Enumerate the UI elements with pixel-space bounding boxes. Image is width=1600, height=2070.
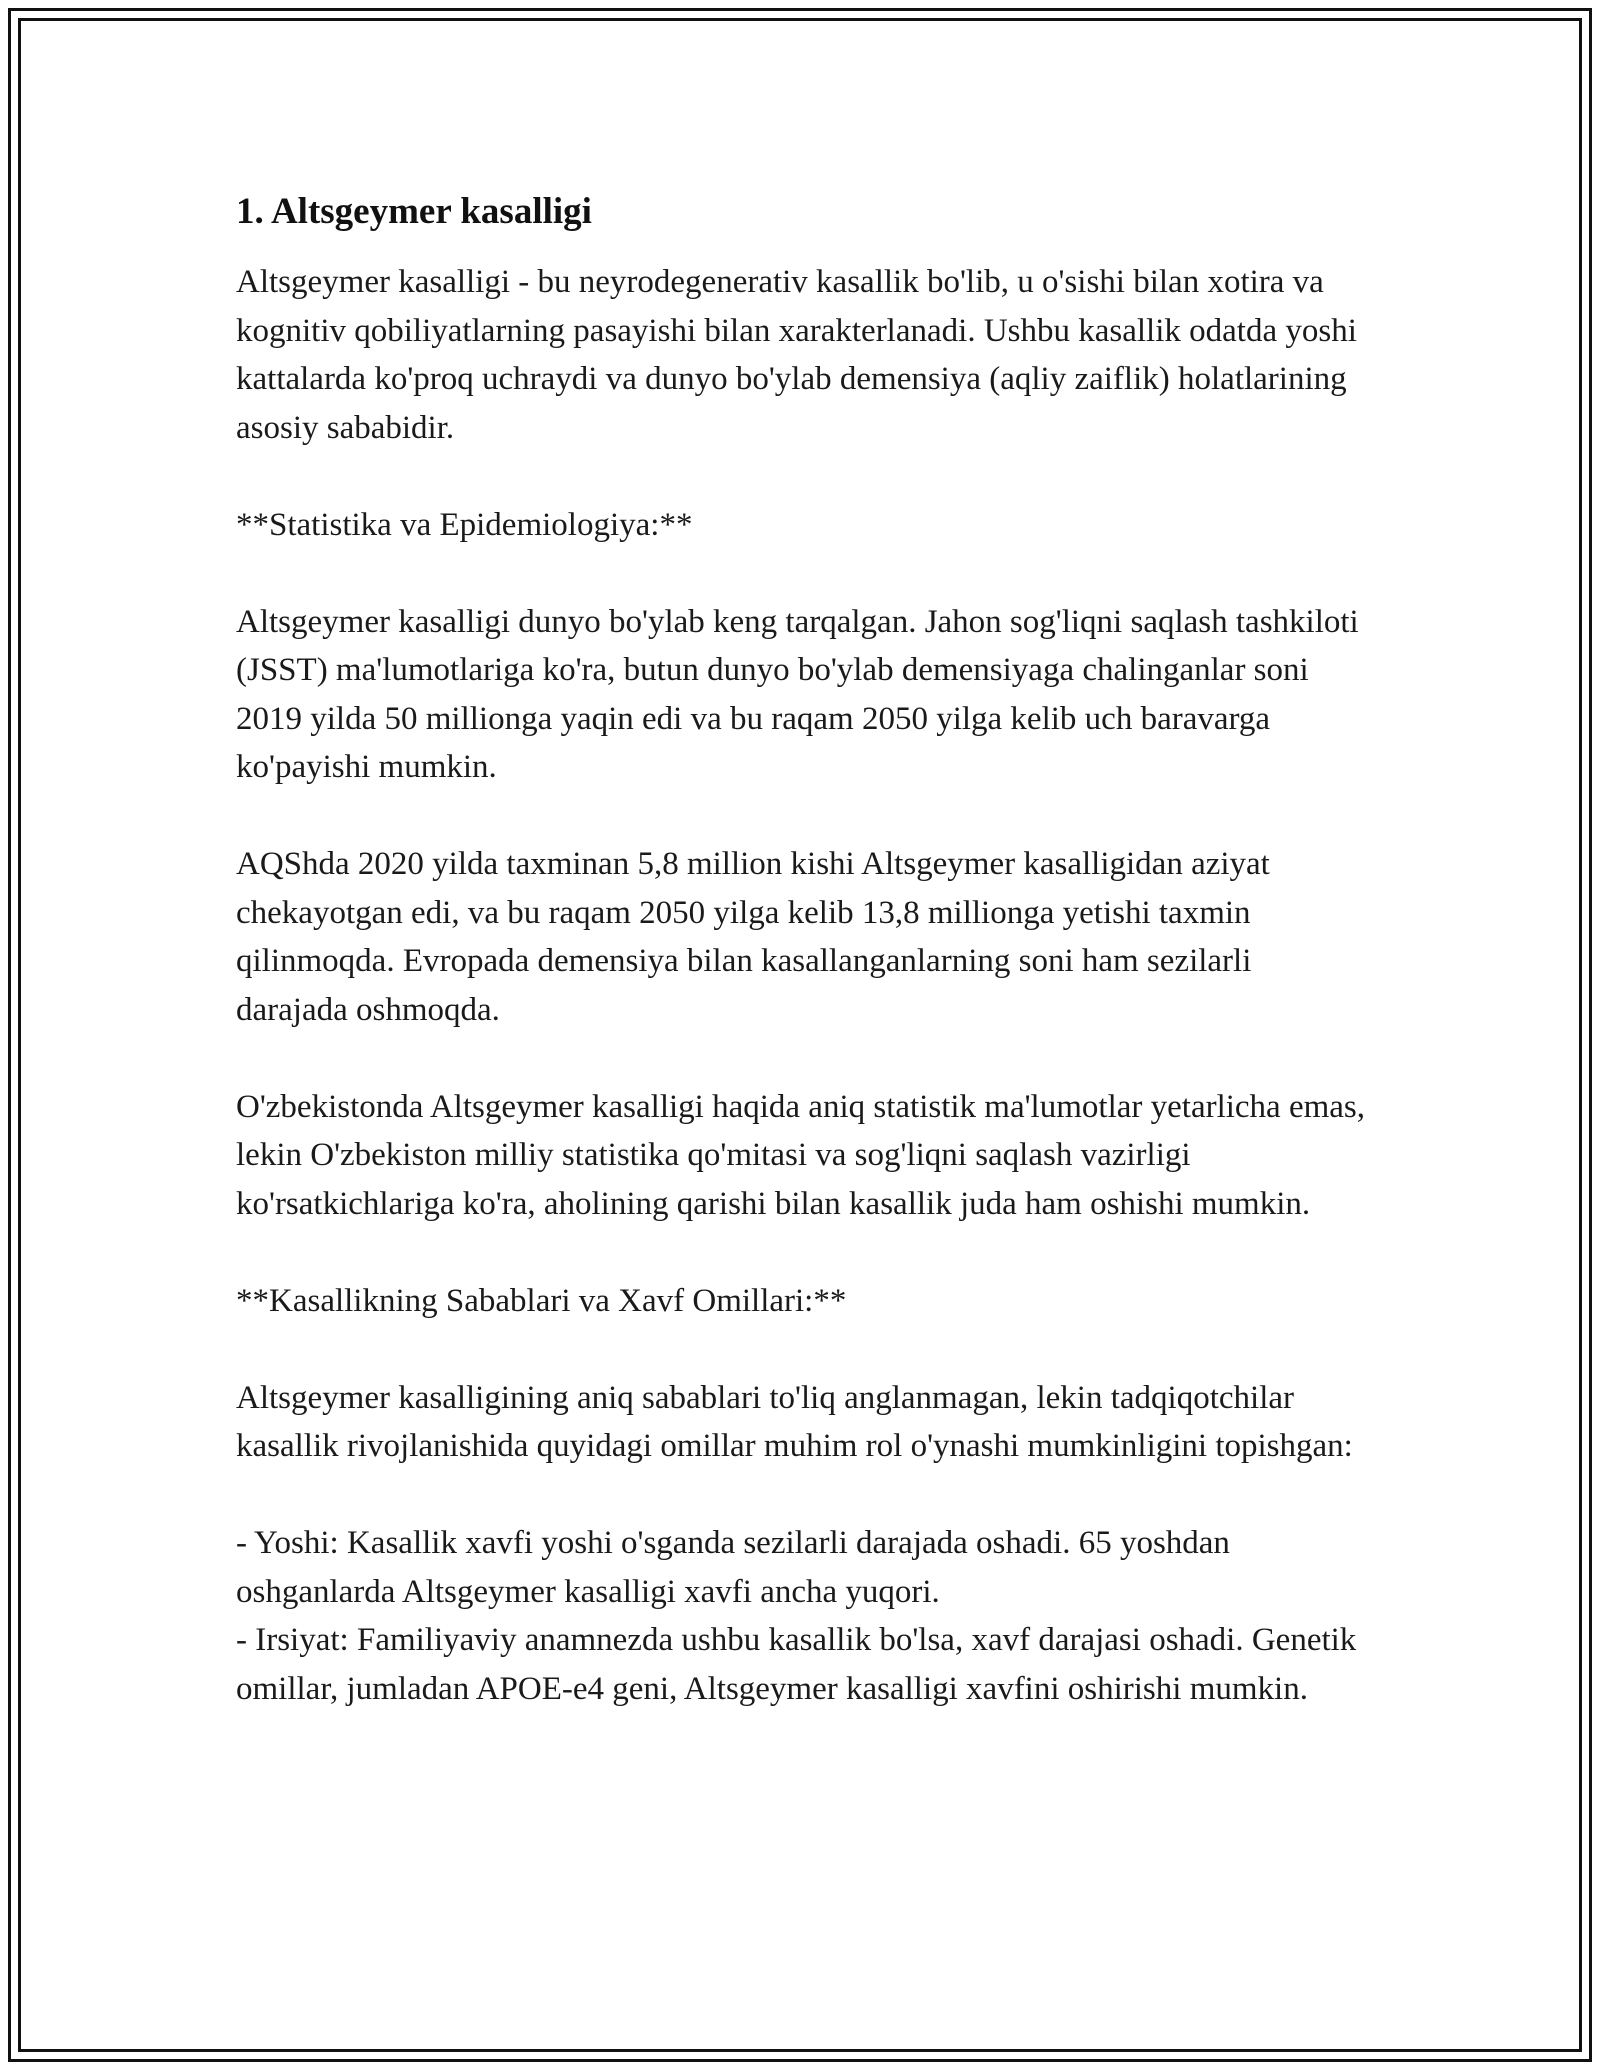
uzbekistan-statistics-paragraph: O'zbekistonda Altsgeymer kasalligi haqida aniq statistik ma'lumotlar yetarlicha emas, lekin O'zbekiston milliy statistika qo'mitasi va sog'liqni saqlash vazirligi ko'rsatkichlariga ko'ra, aholining qarishi bilan kasallik juda ham oshishi mumkin. bbox=[236, 1088, 1366, 1222]
list-item-age: - Yoshi: Kasallik xavfi yoshi o'sganda sezilarli darajada oshadi. 65 yoshdan oshganlarda Altsgeymer kasalligi xavfi ancha yuqori. bbox=[236, 1525, 1230, 1610]
risk-factor-list bbox=[236, 1519, 1366, 1713]
document-body bbox=[236, 188, 1366, 1713]
world-statistics-paragraph: Altsgeymer kasalligi dunyo bo'ylab keng tarqalgan. Jahon sog'liqni saqlash tashkiloti (JSST) ma'lumotlariga ko'ra, butun dunyo bo'ylab demensiyaga chalinganlar soni 2019 yilda 50 millionga yaqin edi va bu raqam 2050 yilga kelib uch baravarga ko'payishi mumkin. bbox=[236, 603, 1359, 785]
list-item-heredity: - Irsiyat: Familiyaviy anamnezda ushbu kasallik bo'lsa, xavf darajasi oshadi. Genetik omillar, jumladan APOE-e4 geni, Altsgeymer kasalligi xavfini oshirishi mumkin. bbox=[236, 1622, 1357, 1707]
causes-intro-paragraph: Altsgeymer kasalligining aniq sabablari to'liq anglanmagan, lekin tadqiqotchilar kasallik rivojlanishida quyidagi omillar muhim rol o'ynashi mumkinligini topishgan: bbox=[236, 1379, 1353, 1464]
statistics-subheading: **Statistika va Epidemiologiya:** bbox=[236, 506, 693, 543]
intro-paragraph: Altsgeymer kasalligi - bu neyrodegenerativ kasallik bo'lib, u o'sishi bilan xotira va kognitiv qobiliyatlarning pasayishi bilan xarakterlanadi. Ushbu kasallik odatda yoshi kattalarda ko'proq uchraydi va dunyo bo'ylab demensiya (aqliy zaiflik) holatlarining asosiy sababidir. bbox=[236, 264, 1357, 446]
section-heading: 1. Altsgeymer kasalligi bbox=[236, 191, 592, 232]
usa-statistics-paragraph: AQShda 2020 yilda taxminan 5,8 million kishi Altsgeymer kasalligidan aziyat chekayotgan edi, va bu raqam 2050 yilga kelib 13,8 millionga yetishi taxmin qilinmoqda. Evropada demensiya bilan kasallanganlarning soni ham sezilarli darajada oshmoqda. bbox=[236, 846, 1270, 1028]
causes-subheading: **Kasallikning Sabablari va Xavf Omillari:** bbox=[236, 1282, 847, 1319]
